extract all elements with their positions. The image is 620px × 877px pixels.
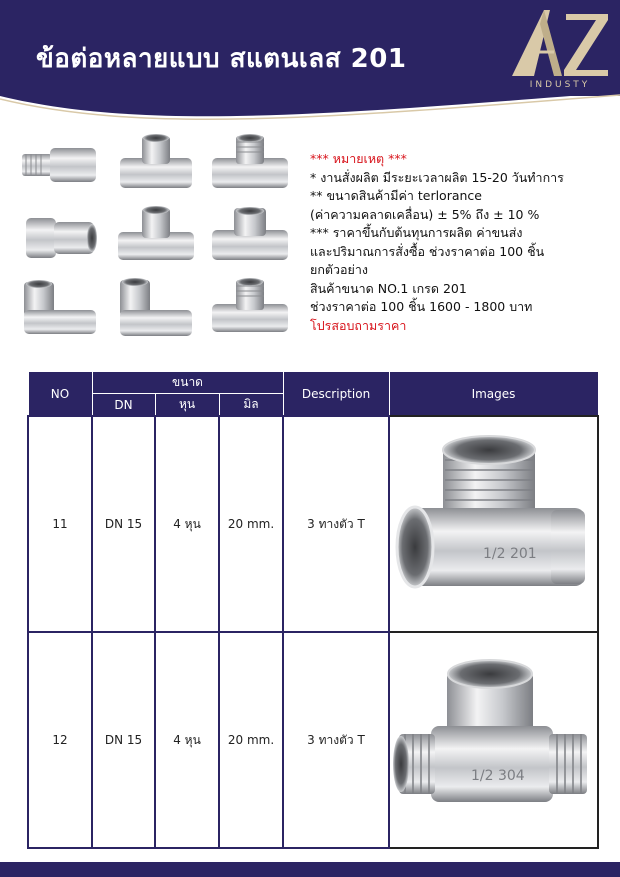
cell-image — [389, 416, 598, 632]
notes-block — [310, 150, 610, 335]
cell-description: 3 ทางตัว T — [283, 632, 389, 848]
logo — [504, 4, 616, 96]
spec-table — [27, 371, 599, 849]
notes-line: ช่วงราคาต่อ 100 ชิ้น 1600 - 1800 บาท — [310, 299, 533, 314]
header-mm: มิล — [219, 394, 283, 417]
cell-no: 11 — [28, 416, 92, 632]
elbow-fitting-icon — [18, 276, 102, 340]
header-hun: หุน — [155, 394, 219, 417]
cell-no: 12 — [28, 632, 92, 848]
fitting-marking: 1/2 304 — [471, 767, 525, 784]
notes-heading: *** หมายเหตุ *** — [310, 151, 407, 166]
cell-description: 3 ทางตัว T — [283, 416, 389, 632]
elbow-fitting-icon — [114, 276, 198, 340]
notes-line: และปริมาณการสั่งซื้อ ช่วงราคาต่อ 100 ชิ้น — [310, 243, 545, 259]
adapter-fitting-icon — [18, 132, 102, 196]
az-logo-mark — [504, 4, 616, 80]
tee-fitting-icon — [208, 204, 292, 268]
tee-fitting-icon — [208, 276, 292, 340]
notes-line: * งานสั่งผลิต มีระยะเวลาผลิต 15-20 วันทำการ — [310, 169, 564, 185]
tee-fitting-icon — [114, 132, 198, 196]
logo-subtitle: INDUSTY — [529, 80, 591, 90]
notes-line: ** ขนาดสินค้ามีค่า terlorance — [310, 188, 482, 203]
notes-line: ยกตัวอย่าง — [310, 262, 368, 277]
header-no: NO — [28, 372, 92, 417]
tee-fitting-icon — [114, 204, 198, 268]
tee-fitting-icon — [208, 132, 292, 196]
page-title: ข้อต่อหลายแบบ สแตนเลส 201 — [36, 44, 407, 74]
notes-line: (ค่าความคลาดเคลื่อน) ± 5% ถึง ± 10 % — [310, 206, 540, 222]
tee-fitting-male-ends-icon — [391, 634, 596, 844]
header-size: ขนาด — [92, 372, 283, 394]
tee-fitting-male-branch-icon — [391, 418, 596, 628]
cell-mm: 20 mm. — [219, 416, 283, 632]
header-description: Description — [283, 372, 389, 417]
table-row — [28, 632, 598, 848]
table-row — [28, 416, 598, 632]
notes-line: *** ราคาขึ้นกับต้นทุนการผลิต ค่าขนส่ง — [310, 225, 523, 240]
footer-bar — [0, 862, 620, 877]
cell-hun: 4 หุน — [155, 416, 219, 632]
cell-mm: 20 mm. — [219, 632, 283, 848]
coupling-fitting-icon — [18, 204, 102, 268]
product-thumbnail-grid — [18, 132, 303, 342]
cell-image — [389, 632, 598, 848]
cell-hun: 4 หุน — [155, 632, 219, 848]
cell-dn: DN 15 — [92, 416, 155, 632]
fitting-marking: 1/2 201 — [483, 545, 537, 562]
header-dn: DN — [92, 394, 155, 417]
header-images: Images — [389, 372, 598, 417]
cell-dn: DN 15 — [92, 632, 155, 848]
contact-note: โปรสอบถามราคา — [310, 317, 407, 333]
notes-line: สินค้าขนาด NO.1 เกรด 201 — [310, 280, 467, 296]
